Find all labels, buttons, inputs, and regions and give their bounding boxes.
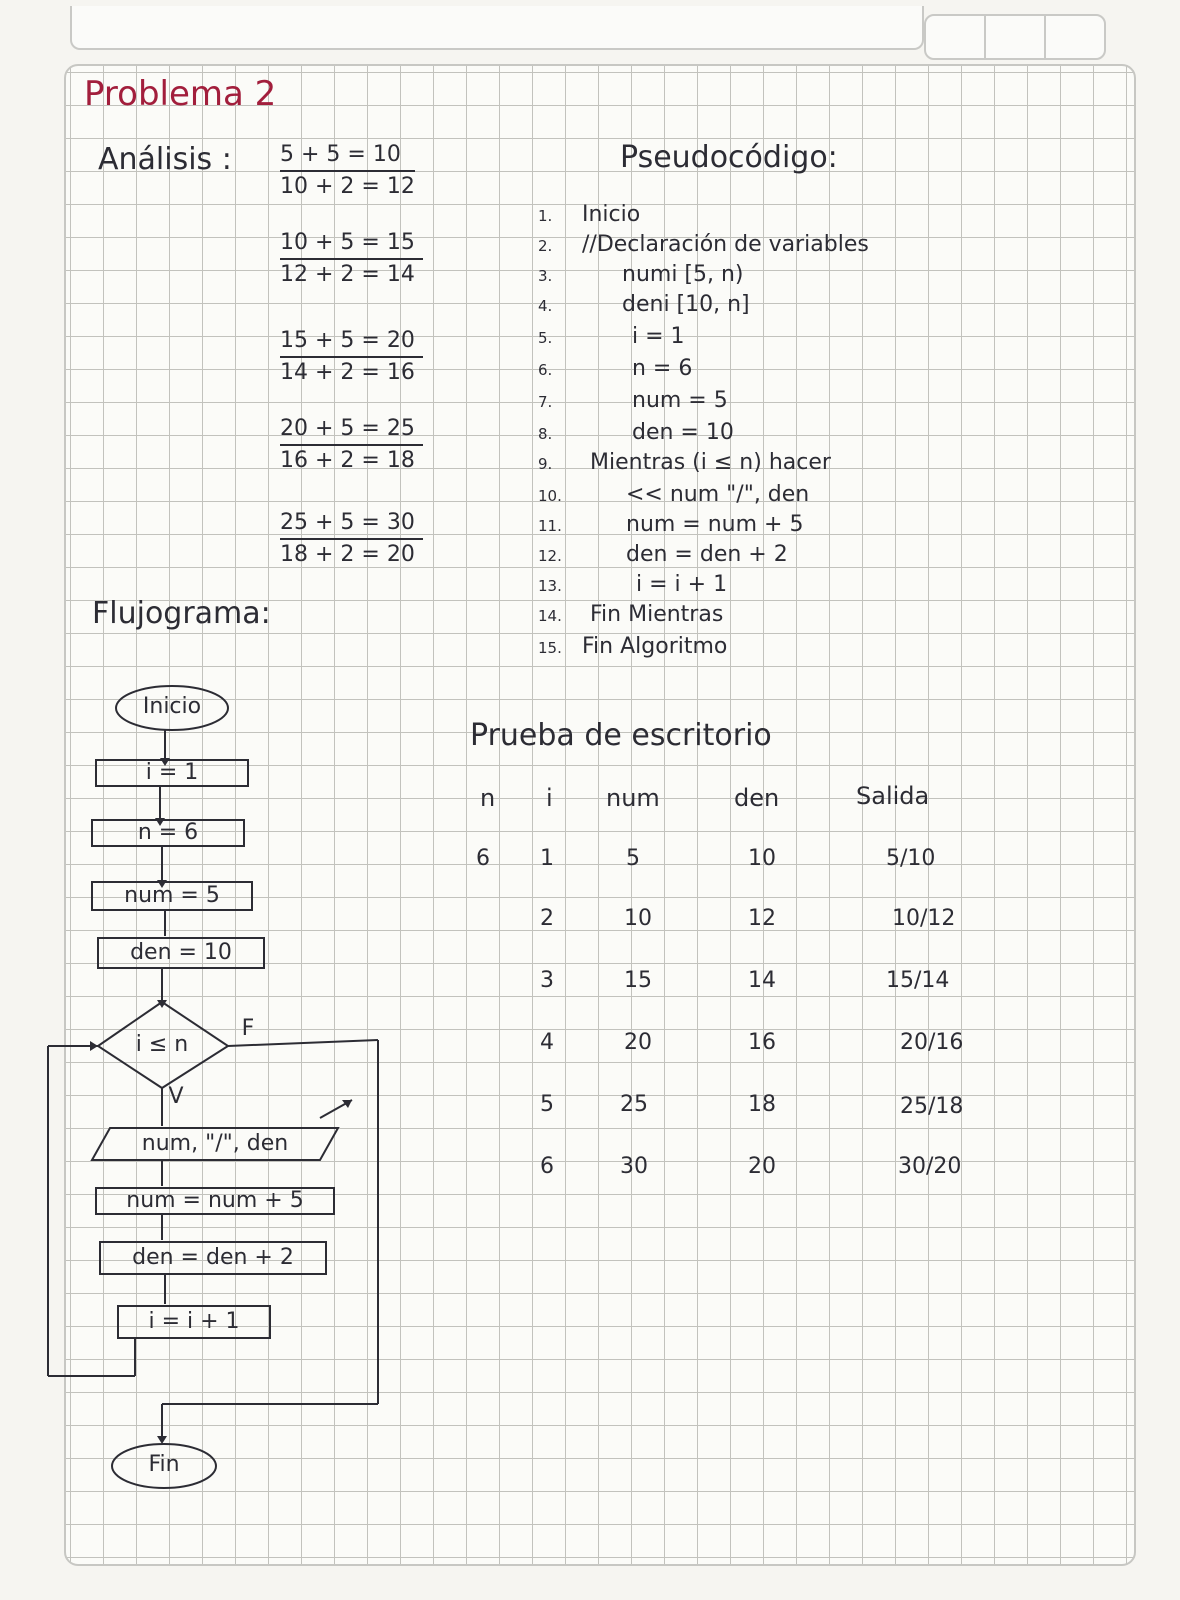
condition-label: i ≤ n [135,1032,189,1057]
analysis-heading: Análisis : [98,142,232,177]
line-text: n = 6 [632,356,693,381]
end-label: Fin [148,1452,180,1477]
table-cell: 5/10 [886,846,936,871]
table-cell: 15 [624,968,652,993]
arrowhead [90,1041,98,1051]
line-number: 7. [538,393,553,411]
table-cell: 20 [624,1030,652,1055]
update-i-label: i = i + 1 [148,1309,240,1334]
table-cell: 10 [624,906,652,931]
pseudocode-heading: Pseudocódigo: [620,140,838,175]
desk-test-heading: Prueba de escritorio [470,718,772,753]
step-numerator: 20 + 5 = 25 [280,414,423,446]
step-denominator: 10 + 2 = 12 [280,174,415,199]
line-number: 14. [538,607,562,625]
line-text: deni [10, n] [622,292,750,317]
table-cell: 3 [540,968,554,993]
table-cell: 10/12 [892,906,956,931]
step-numerator: 25 + 5 = 30 [280,508,423,540]
step-denominator: 16 + 2 = 18 [280,448,415,473]
table-cell: 25/18 [900,1094,964,1119]
line-number: 11. [538,517,562,535]
step-numerator: 15 + 5 = 20 [280,326,423,358]
update-den-label: den = den + 2 [132,1245,294,1270]
table-cell: 6 [476,846,490,871]
table-cell: 18 [748,1092,776,1117]
table-cell: 14 [748,968,776,993]
table-cell: 5 [626,846,640,871]
line-text: Fin Algoritmo [582,634,728,659]
table-cell: 1 [540,846,554,871]
arrowhead [157,1436,167,1444]
table-cell: 12 [748,906,776,931]
init-i-label: i = 1 [145,760,199,785]
table-cell: 2 [540,906,554,931]
line-text: << num "/", den [626,482,810,507]
line-number: 13. [538,577,562,595]
update-num-label: num = num + 5 [126,1188,304,1213]
table-cell: 30 [620,1154,648,1179]
table-cell: 5 [540,1092,554,1117]
line-number: 5. [538,329,553,347]
page-title: Problema 2 [84,74,277,114]
line-number: 8. [538,425,553,443]
table-cell: 10 [748,846,776,871]
start-label: Inicio [142,694,202,719]
line-text: i = 1 [632,324,685,349]
line-text: den = den + 2 [626,542,788,567]
line-number: 4. [538,297,553,315]
step-denominator: 18 + 2 = 20 [280,542,415,567]
line-number: 15. [538,639,562,657]
step-denominator: 14 + 2 = 16 [280,360,415,385]
line-number: 2. [538,237,553,255]
table-cell: 20/16 [900,1030,964,1055]
line-text: num = num + 5 [626,512,804,537]
line-number: 6. [538,361,553,379]
column-header: Salida [856,782,930,810]
table-cell: 25 [620,1092,648,1117]
column-header: num [606,784,660,812]
column-header: n [480,784,496,812]
true-label: V [168,1084,184,1109]
table-cell: 30/20 [898,1154,962,1179]
table-cell: 15/14 [886,968,950,993]
line-number: 12. [538,547,562,565]
table-cell: 20 [748,1154,776,1179]
init-den-label: den = 10 [130,940,232,965]
step-numerator: 5 + 5 = 10 [280,140,415,172]
output-label: num, "/", den [141,1131,289,1156]
init-num-label: num = 5 [124,883,220,908]
line-text: i = i + 1 [636,572,728,597]
line-number: 1. [538,207,553,225]
line-text: Inicio [582,202,641,227]
line-text: //Declaración de variables [582,232,869,257]
step-denominator: 12 + 2 = 14 [280,262,415,287]
line-text: den = 10 [632,420,734,445]
step-numerator: 10 + 5 = 15 [280,228,423,260]
line-number: 9. [538,455,553,473]
line-number: 10. [538,487,562,505]
table-cell: 16 [748,1030,776,1055]
line-text: numi [5, n) [622,262,744,287]
line-number: 3. [538,267,553,285]
table-cell: 6 [540,1154,554,1179]
flowchart-heading: Flujograma: [92,596,271,631]
column-header: i [546,784,553,812]
line-text: num = 5 [632,388,728,413]
init-n-label: n = 6 [137,820,199,845]
false-label: F [241,1016,255,1041]
line-text: Mientras (i ≤ n) hacer [590,450,831,475]
table-cell: 4 [540,1030,554,1055]
line-text: Fin Mientras [590,602,724,627]
column-header: den [734,784,780,812]
